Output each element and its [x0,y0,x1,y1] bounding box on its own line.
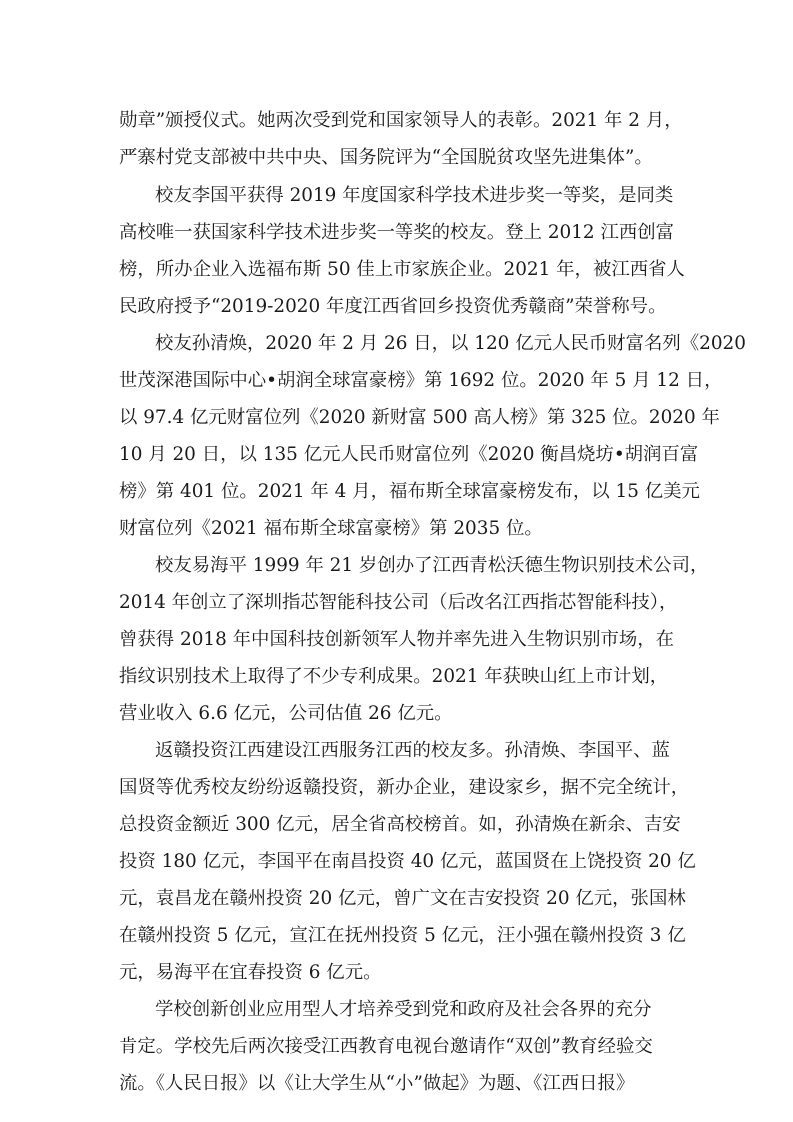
text-line: 在赣州投资 5 亿元，宣江在抚州投资 5 亿元，汪小强在赣州投资 3 亿 [119,925,686,946]
text-line: 榜，所办企业入选福布斯 50 佳上市家族企业。2021 年，被江西省人 [119,259,685,280]
text-line: 严寨村党支部被中共中央、国务院评为“全国脱贫攻坚先进集体”。 [119,147,653,168]
text-line: 10 月 20 日，以 135 亿元人民币财富位列《2020 衡昌烧坊•胡润百富 [119,444,699,465]
text-line: 财富位列《2021 福布斯全球富豪榜》第 2035 位。 [119,518,543,539]
paragraph-first-line: 校友李国平获得 2019 年度国家科学技术进步奖一等奖，是同类 [155,185,674,206]
text-line: 以 97.4 亿元财富位列《2020 新财富 500 高人榜》第 325 位。2020 年 [119,407,720,428]
text-line: 总投资金额近 300 亿元，居全省高校榜首。如，孙清焕在新余、吉安 [119,814,681,835]
text-line: 曾获得 2018 年中国科技创新领军人物并率先进入生物识别市场，在 [119,629,675,650]
text-line: 2014 年创立了深圳指芯智能科技公司（后改名江西指芯智能科技）， [119,592,678,613]
text-line: 指纹识别技术上取得了不少专利成果。2021 年获映山红上市计划， [119,666,669,687]
text-line: 高校唯一获国家科学技术进步奖一等奖的校友。登上 2012 江西创富 [119,222,675,243]
text-line: 国贤等优秀校友纷纷返赣投资，新办企业，建设家乡，据不完全统计， [119,777,690,798]
paragraph-first-line: 返赣投资江西建设江西服务江西的校友多。孙清焕、李国平、蓝 [155,740,670,761]
text-line: 营业收入 6.6 亿元，公司估值 26 亿元。 [119,703,453,724]
text-line: 流。《人民日报》以《让大学生从“小”做起》为题、《江西日报》 [119,1073,635,1094]
text-line: 榜》第 401 位。2021 年 4 月，福布斯全球富豪榜发布，以 15 亿美元 [119,481,700,502]
text-line: 肯定。学校先后两次接受江西教育电视台邀请作“双创”教育经验交 [119,1036,653,1057]
text-line: 元，易海平在宜春投资 6 亿元。 [119,962,382,983]
paragraph-first-line: 校友易海平 1999 年 21 岁创办了江西青松沃德生物识别技术公司， [155,555,709,576]
text-line: 投资 180 亿元，李国平在南昌投资 40 亿元，蓝国贤在上饶投资 20 亿 [119,851,696,872]
paragraph-first-line: 学校创新创业应用型人才培养受到党和政府及社会各界的充分 [155,999,652,1020]
paragraph-first-line: 校友孙清焕，2020 年 2 月 26 日，以 120 亿元人民币财富名列《2020 [155,333,746,354]
text-line: 民政府授予“2019-2020 年度江西省回乡投资优秀赣商”荣誉称号。 [119,296,667,317]
text-line: 勋章”颁授仪式。她两次受到党和国家领导人的表彰。2021 年 2 月， [119,110,683,131]
text-line: 世茂深港国际中心•胡润全球富豪榜》第 1692 位。2020 年 5 月 12 日， [119,370,723,391]
text-line: 元，袁昌龙在赣州投资 20 亿元，曾广文在吉安投资 20 亿元，张国林 [119,888,686,909]
